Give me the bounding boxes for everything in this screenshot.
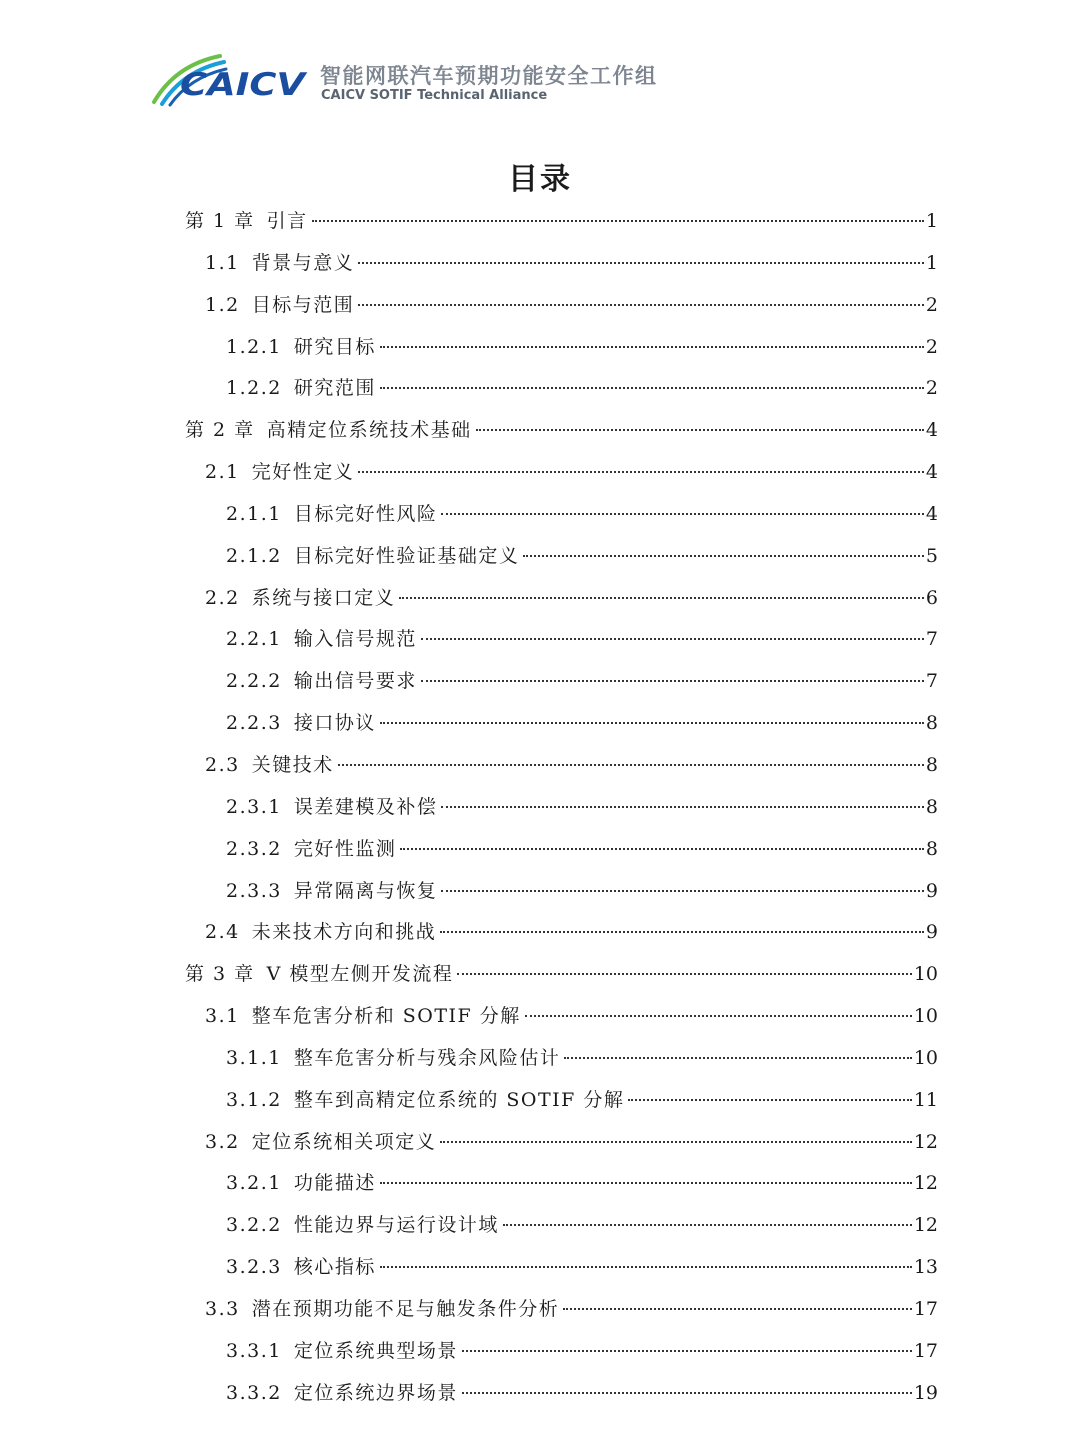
toc-entry-number: 3.1 [205,1005,240,1028]
toc-entry-page: 8 [925,837,938,860]
toc-entry[interactable] [185,1373,938,1415]
toc-dot-leader [441,805,924,808]
toc-entry-page: 2 [925,335,938,358]
toc-entry-page: 2 [925,293,938,316]
toc-entry-title: 输入信号规范 [293,628,417,651]
toc-dot-leader [462,1349,912,1352]
toc-entry-page: 13 [913,1256,938,1279]
toc-dot-leader [628,1098,911,1101]
toc-entry-page: 10 [913,963,938,986]
toc-entry-number: 3.3.2 [226,1381,282,1404]
toc-dot-leader [380,386,924,389]
toc-dot-leader [380,1265,912,1268]
toc-entry[interactable] [185,1038,938,1080]
toc-entry[interactable] [185,1289,938,1331]
toc-entry-page: 4 [925,461,938,484]
logo-text: CAICV [180,67,309,103]
toc-entry-title: 功能描述 [293,1172,376,1195]
toc-entry-number: 2.2.2 [226,670,282,693]
document-header [150,48,690,110]
toc-dot-leader [358,303,924,306]
toc-entry[interactable] [185,912,938,954]
toc-entry-title: 关键技术 [251,753,334,776]
toc-entry-page: 4 [925,502,938,525]
toc-entry-page: 4 [925,419,938,442]
toc-entry-page: 12 [913,1214,938,1237]
toc-entry[interactable] [185,871,938,913]
toc-entry-title: 目标完好性风险 [293,502,438,525]
toc-dot-leader [358,261,924,264]
toc-entry[interactable] [185,410,938,452]
toc-entry-page: 9 [925,921,938,944]
toc-entry-page: 9 [925,879,938,902]
toc-dot-leader [380,721,924,724]
toc-entry-page: 6 [925,586,938,609]
org-name-en: CAICV SOTIF Technical Alliance [321,88,548,103]
toc-entry[interactable] [185,327,938,369]
toc-entry-number: 2.2.1 [226,628,282,651]
toc-dot-leader [563,1307,912,1310]
toc-entry-number: 3.2.2 [226,1214,282,1237]
toc-dot-leader [523,554,924,557]
toc-entry-page: 17 [913,1339,938,1362]
toc-entry-title: 目标完好性验证基础定义 [293,544,520,567]
toc-entry-page: 11 [913,1088,938,1111]
toc-dot-leader [421,637,924,640]
toc-entry[interactable] [185,578,938,620]
toc-dot-leader [476,428,924,431]
toc-entry-title: 整车危害分析与残余风险估计 [293,1046,561,1069]
toc-entry-title: 完好性定义 [251,461,355,484]
toc-entry-title: 接口协议 [293,712,376,735]
toc-entry-number: 1.2.1 [226,335,282,358]
toc-dot-leader [564,1056,911,1059]
toc-entry[interactable] [185,954,938,996]
toc-entry-number: 2.4 [205,921,240,944]
toc-entry[interactable] [185,745,938,787]
toc-entry-title: 潜在预期功能不足与触发条件分析 [251,1297,560,1320]
caicv-logo-icon [150,48,310,110]
toc-entry[interactable] [185,787,938,829]
toc-dot-leader [380,1181,912,1184]
toc-entry-page: 5 [925,544,938,567]
toc-entry-page: 7 [925,628,938,651]
toc-entry-number: 3.2 [205,1130,240,1153]
toc-entry-page: 8 [925,753,938,776]
toc-entry-page: 8 [925,795,938,818]
toc-entry-page: 8 [925,712,938,735]
toc-entry-title: 输出信号要求 [293,670,417,693]
toc-entry[interactable] [185,1247,938,1289]
toc-entry[interactable] [185,452,938,494]
toc-entry[interactable] [185,661,938,703]
toc-entry-title: 完好性监测 [293,837,397,860]
toc-entry-page: 12 [913,1172,938,1195]
toc-entry[interactable] [185,1080,938,1122]
toc-dot-leader [441,889,924,892]
toc-entry-number: 1.2.2 [226,377,282,400]
toc-entry[interactable] [185,619,938,661]
toc-entry-number: 2.1.1 [226,502,282,525]
toc-entry-number: 第 1 章 [185,210,255,232]
toc-entry[interactable] [185,996,938,1038]
toc-dot-leader [457,972,911,975]
toc-dot-leader [312,219,924,222]
toc-entry-number: 第 2 章 [185,419,255,442]
toc-dot-leader [380,345,924,348]
toc-entry-number: 2.3.2 [226,837,282,860]
toc-title: 目录 [508,162,572,197]
toc-dot-leader [400,847,924,850]
toc-entry-title: 定位系统典型场景 [293,1339,458,1362]
toc-entry-number: 3.1.1 [226,1046,282,1069]
toc-dot-leader [440,930,924,933]
toc-entry-number: 2.2.3 [226,712,282,735]
toc-entry-title: 异常隔离与恢复 [293,879,438,902]
toc-entry[interactable] [185,494,938,536]
toc-entry-page: 10 [913,1005,938,1028]
toc-entry[interactable] [185,285,938,327]
toc-entry[interactable] [185,1163,938,1205]
toc-entry-title: 未来技术方向和挑战 [251,921,437,944]
toc-entry-title: V 模型左侧开发流程 [266,963,454,986]
toc-entry[interactable] [185,1331,938,1373]
org-name-cn: 智能网联汽车预期功能安全工作组 [320,64,658,88]
toc-entry-page: 10 [913,1046,938,1069]
toc-entry-title: 整车危害分析和 SOTIF 分解 [251,1005,521,1028]
toc-entry[interactable] [185,201,938,243]
toc-entry-number: 3.3.1 [226,1339,282,1362]
toc-entry-title: 误差建模及补偿 [293,795,438,818]
toc-dot-leader [441,512,924,515]
toc-entry-number: 2.3.3 [226,879,282,902]
toc-dot-leader [462,1391,912,1394]
toc-entry-title: 引言 [266,210,308,232]
toc-dot-leader [358,470,924,473]
toc-entry-title: 系统与接口定义 [251,586,396,609]
toc-dot-leader [503,1223,912,1226]
toc-entry[interactable] [185,703,938,745]
toc-entry-page: 7 [925,670,938,693]
toc-entry-number: 3.2.3 [226,1256,282,1279]
toc-entry-title: 定位系统相关项定义 [251,1130,437,1153]
toc-entry-title: 高精定位系统技术基础 [266,419,472,442]
toc-entry[interactable] [185,1205,938,1247]
toc-dot-leader [421,679,924,682]
toc-dot-leader [399,596,924,599]
toc-entry-page: 2 [925,377,938,400]
toc-dot-leader [440,1140,912,1143]
table-of-contents [185,201,938,1414]
toc-entry-number: 第 3 章 [185,963,255,986]
toc-entry-page: 1 [925,251,938,274]
toc-entry-number: 2.1.2 [226,544,282,567]
toc-entry-page: 1 [925,210,938,232]
toc-entry-title: 研究范围 [293,377,376,400]
toc-entry[interactable] [185,829,938,871]
toc-entry-number: 3.3 [205,1297,240,1320]
toc-entry-number: 3.2.1 [226,1172,282,1195]
toc-entry[interactable] [185,243,938,285]
toc-dot-leader [525,1014,912,1017]
toc-entry-page: 19 [913,1381,938,1404]
toc-entry-title: 核心指标 [293,1256,376,1279]
toc-entry-number: 2.1 [205,461,240,484]
toc-entry-page: 17 [913,1297,938,1320]
toc-entry[interactable] [185,1122,938,1164]
toc-entry-number: 1.1 [205,251,240,274]
toc-entry-number: 2.3.1 [226,795,282,818]
toc-dot-leader [338,763,924,766]
toc-entry-title: 研究目标 [293,335,376,358]
toc-entry-title: 背景与意义 [251,251,355,274]
toc-entry-title: 定位系统边界场景 [293,1381,458,1404]
toc-entry-number: 1.2 [205,293,240,316]
toc-entry-number: 2.2 [205,586,240,609]
toc-entry-page: 12 [913,1130,938,1153]
toc-entry-title: 目标与范围 [251,293,355,316]
toc-entry-title: 性能边界与运行设计域 [293,1214,499,1237]
toc-entry[interactable] [185,536,938,578]
toc-entry-number: 2.3 [205,753,240,776]
toc-entry-title: 整车到高精定位系统的 SOTIF 分解 [293,1088,625,1111]
toc-entry[interactable] [185,368,938,410]
toc-entry-number: 3.1.2 [226,1088,282,1111]
